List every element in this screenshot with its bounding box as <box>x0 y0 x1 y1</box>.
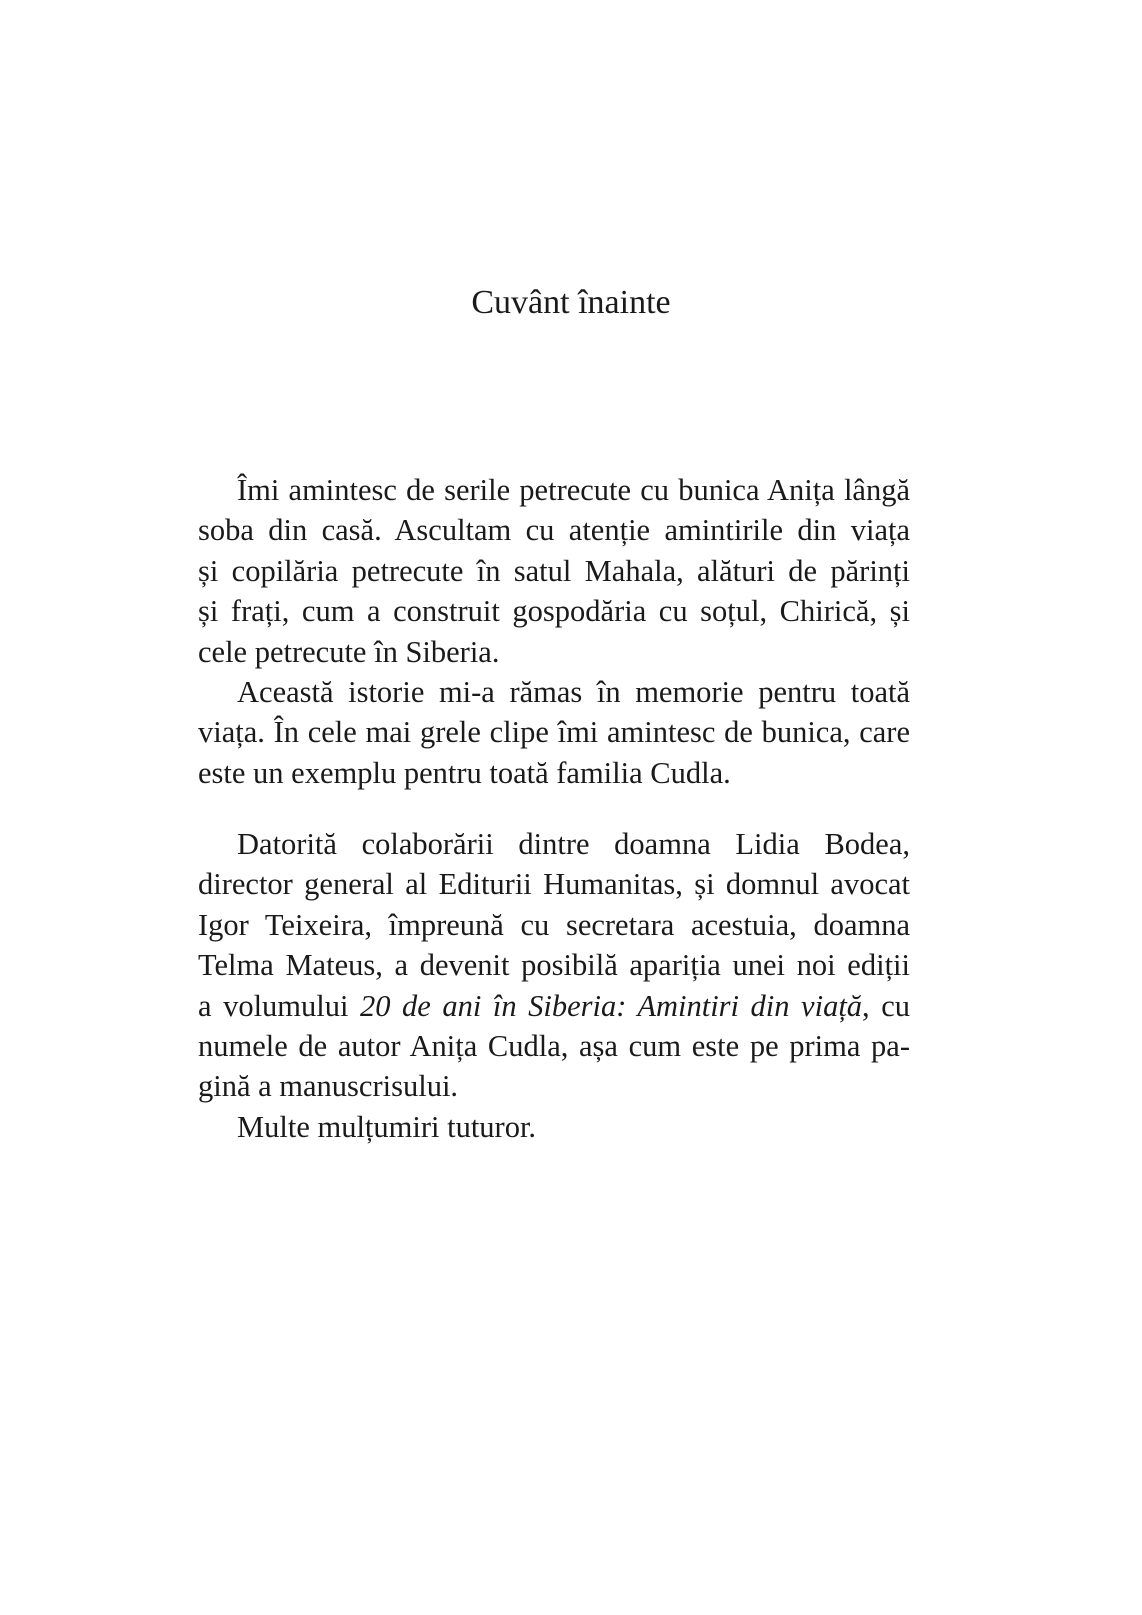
text-line: director general al Editurii Humanitas, și domnul avocat <box>198 867 910 902</box>
paragraph-collaboration <box>198 824 910 1107</box>
text-line: și frați, cum a construit gospodăria cu soțul, Chirică, și <box>198 594 910 629</box>
text-line: Telma Mateus, a devenit posibilă apariția unei noi ediții <box>198 948 910 983</box>
paragraph-history <box>198 672 910 793</box>
text-line: gină a manuscrisului. <box>198 1069 459 1104</box>
section-acknowledgements <box>198 824 910 1147</box>
text-line: și copilăria petrecute în satul Mahala, alături de părinți <box>198 553 910 588</box>
text-line: Această istorie mi-a rămas în memorie pentru toată <box>237 674 910 709</box>
text-line: numele de autor Anița Cudla, așa cum este pe prima pa- <box>198 1028 910 1063</box>
section-memories <box>198 470 910 793</box>
text-line: Multe mulțumiri tuturor. <box>237 1109 537 1144</box>
paragraph-thanks <box>198 1107 910 1147</box>
text-line: Îmi amintesc de serile petrecute cu bunica Anița lângă <box>237 473 910 507</box>
text-line: cele petrecute în Siberia. <box>198 634 500 669</box>
text-line: viața. În cele mai grele clipe îmi amintesc de bunica, care <box>198 715 910 750</box>
paragraph-memories <box>198 470 910 672</box>
text-line: este un exemplu pentru toată familia Cudla. <box>198 755 731 790</box>
text-line: Datorită colaborării dintre doamna Lidia Bodea, <box>237 827 910 861</box>
text-line: soba din casă. Ascultam cu atenție amintirile din viața <box>198 513 910 548</box>
text-line-with-book-title <box>198 986 910 1026</box>
page-title: Cuvânt înainte <box>471 284 671 321</box>
text-line: Igor Teixeira, împreună cu secretara acestuia, doamna <box>198 907 910 942</box>
text-fragment: , cu <box>862 988 910 1023</box>
text-fragment: a volumului <box>198 988 360 1023</box>
book-title: 20 de ani în Siberia: Amintiri din viață <box>360 988 863 1023</box>
